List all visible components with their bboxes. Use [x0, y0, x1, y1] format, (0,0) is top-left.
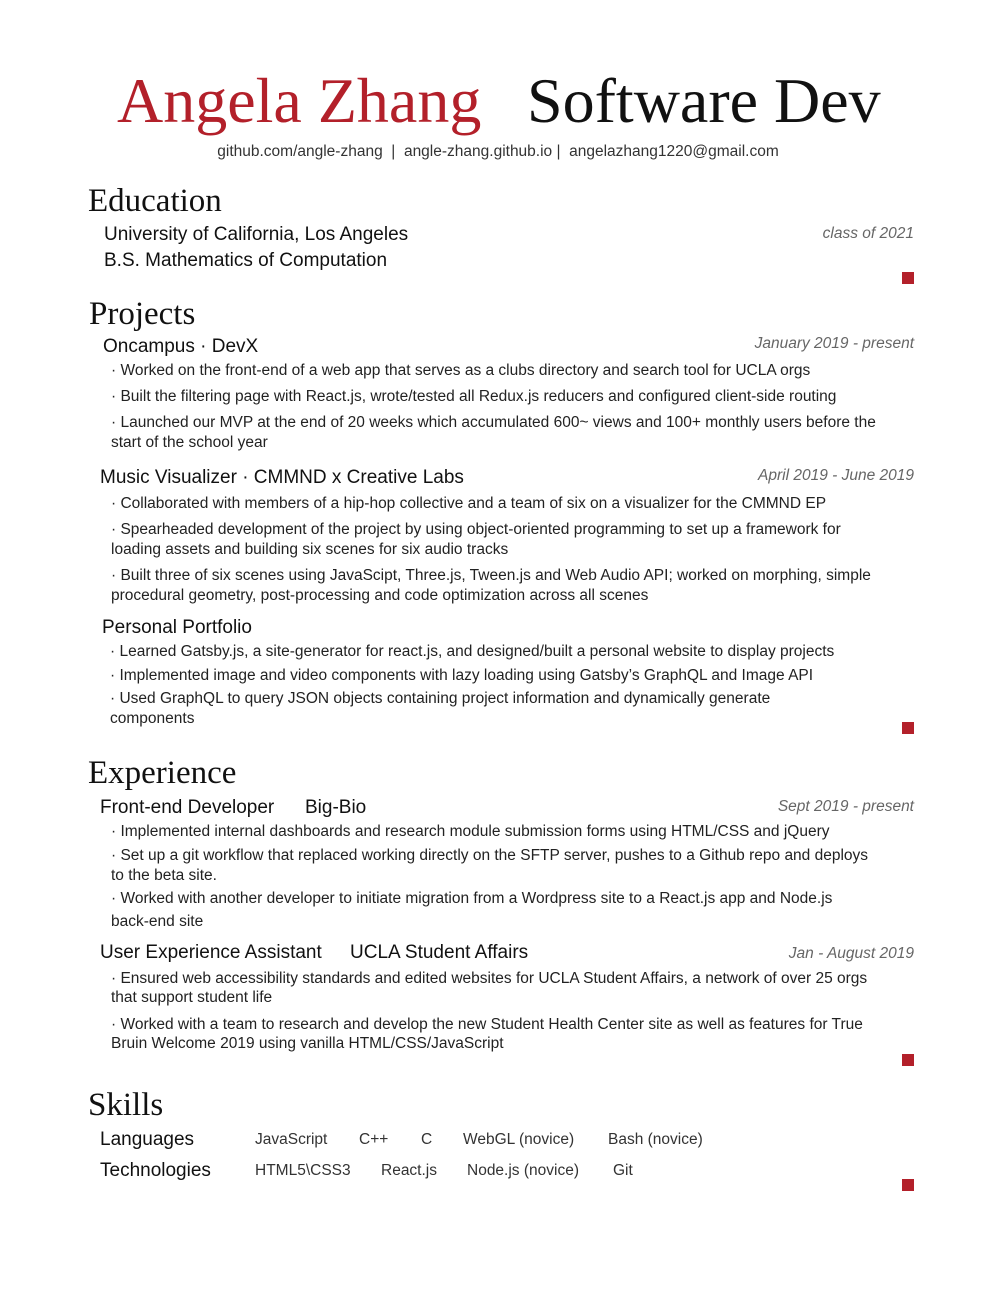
section-marker — [902, 1054, 914, 1066]
bullet: · Collaborated with members of a hip-hop collective and a team of six on a visualizer for the CMMND EP — [111, 495, 827, 512]
job-title: Software Dev — [527, 65, 881, 136]
skill-item: Git — [613, 1162, 633, 1179]
bullet-continued: components — [110, 710, 195, 727]
section-education: Education — [88, 183, 222, 219]
school-name: University of California, Los Angeles — [104, 224, 409, 245]
job-date: Jan - August 2019 — [788, 945, 914, 962]
job-org: Big-Bio — [305, 797, 367, 818]
section-marker — [902, 722, 914, 734]
job-role: User Experience Assistant — [100, 942, 322, 963]
bullet: · Implemented image and video components with lazy loading using Gatsby’s GraphQL and Image API — [110, 667, 814, 684]
candidate-name: Angela Zhang — [117, 65, 482, 136]
bullet: · Built three of six scenes using JavaScipt, Three.js, Tween.js and Web Audio API; worked on morphing, simple — [111, 567, 871, 584]
bullet: · Ensured web accessibility standards and edited websites for UCLA Student Affairs, a network of over 25 orgs — [111, 970, 868, 987]
skill-item: HTML5\CSS3 — [255, 1162, 351, 1179]
section-marker — [902, 272, 914, 284]
project-date: April 2019 - June 2019 — [758, 467, 914, 484]
section-projects: Projects — [89, 296, 196, 332]
bullet: · Built the filtering page with React.js, wrote/tested all Redux.js reducers and configured client-side routing — [111, 388, 837, 405]
bullet-continued: Bruin Welcome 2019 using vanilla HTML/CSS/JavaScript — [111, 1035, 504, 1052]
skills-languages-label: Languages — [100, 1129, 195, 1150]
bullet: · Spearheaded development of the project by using object-oriented programming to set up a framework for — [111, 521, 841, 538]
bullet: · Set up a git workflow that replaced working directly on the SFTP server, pushes to a Github repo and deploys — [111, 847, 869, 864]
job-role: Front-end Developer — [100, 797, 275, 818]
bullet: · Worked with a team to research and develop the new Student Health Center site as well as features for True — [111, 1016, 863, 1033]
bullet: · Worked on the front-end of a web app that serves as a clubs directory and search tool for UCLA orgs — [111, 362, 811, 379]
bullet: · Launched our MVP at the end of 20 weeks which accumulated 600~ views and 100+ monthly users before the — [111, 414, 876, 431]
skill-item: React.js — [381, 1162, 437, 1179]
degree: B.S. Mathematics of Computation — [104, 250, 388, 271]
education-date: class of 2021 — [822, 225, 914, 242]
bullet: · Learned Gatsby.js, a site-generator for react.js, and designed/built a personal website to display projects — [110, 643, 835, 660]
bullet-continued: that support student life — [111, 989, 273, 1006]
project-date: January 2019 - present — [754, 335, 914, 352]
section-skills: Skills — [88, 1087, 164, 1123]
skills-technologies-label: Technologies — [100, 1160, 211, 1181]
contact-line: github.com/angle-zhang | angle-zhang.github.io | angelazhang1220@gmail.com — [217, 143, 779, 160]
bullet: · Worked with another developer to initiate migration from a Wordpress site to a React.js app and Node.js — [111, 890, 833, 907]
section-marker — [902, 1179, 914, 1191]
section-experience: Experience — [88, 755, 237, 791]
project-title: Oncampus · DevX — [103, 336, 259, 357]
bullet: · Used GraphQL to query JSON objects containing project information and dynamically generate — [110, 690, 771, 707]
skill-item: JavaScript — [255, 1131, 328, 1148]
bullet-continued: procedural geometry, post-processing and code optimization across all scenes — [111, 587, 649, 604]
job-org: UCLA Student Affairs — [350, 942, 529, 963]
skill-item: C — [421, 1131, 433, 1148]
skill-item: WebGL (novice) — [463, 1131, 575, 1148]
bullet-continued: loading assets and building six scenes for six audio tracks — [111, 541, 509, 558]
bullet-continued: to the beta site. — [111, 867, 217, 884]
bullet-continued: start of the school year — [111, 434, 268, 451]
project-title: Music Visualizer · CMMND x Creative Labs — [100, 467, 464, 488]
project-title: Personal Portfolio — [102, 617, 252, 638]
skill-item: C++ — [359, 1131, 389, 1148]
bullet-continued: back-end site — [111, 913, 204, 930]
job-date: Sept 2019 - present — [777, 798, 914, 815]
bullet: · Implemented internal dashboards and research module submission forms using HTML/CSS and jQuery — [111, 823, 830, 840]
skill-item: Bash (novice) — [608, 1131, 703, 1148]
skill-item: Node.js (novice) — [467, 1162, 579, 1179]
